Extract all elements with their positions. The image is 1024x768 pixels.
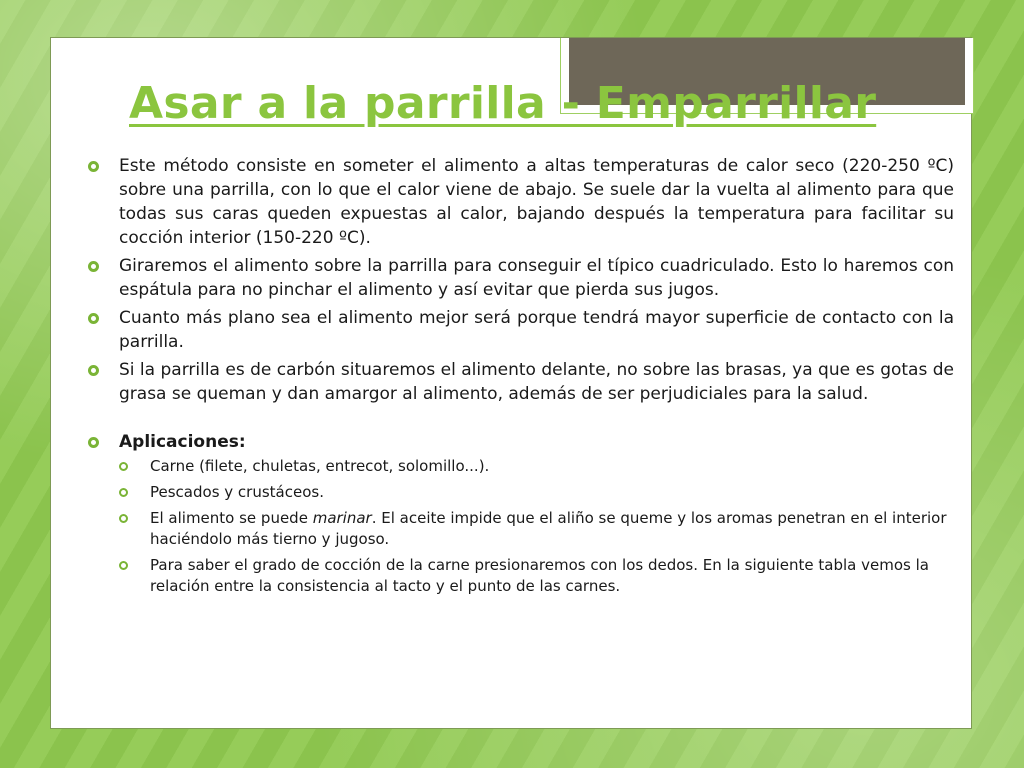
bullet-text: Este método consiste en someter el alimento a altas temperaturas de calor seco (220-250 ºC) sobre una parrilla, con lo que el calor viene de abajo. Se suele dar la vuelta al alimento para que todas sus caras queden expuestas al calor, bajando después la temperatura para facilitar su cocción interior (150-220 ºC). xyxy=(119,156,954,248)
list-item xyxy=(88,154,954,250)
ring-bullet-icon xyxy=(88,161,99,172)
applications-list xyxy=(119,456,954,597)
sub-list-item xyxy=(119,555,954,597)
ring-bullet-icon xyxy=(119,514,128,523)
bullet-text: Si la parrilla es de carbón situaremos el alimento delante, no sobre las brasas, ya que es gotas de grasa se queman y dan amargor al alimento, además de ser perjudiciales para la salud. xyxy=(119,360,954,404)
sub-list-item xyxy=(119,482,954,503)
list-item xyxy=(88,254,954,302)
applications-heading: Aplicaciones: xyxy=(119,432,246,452)
ring-bullet-icon xyxy=(119,462,128,471)
applications-section xyxy=(88,430,954,597)
ring-bullet-icon xyxy=(119,561,128,570)
slide-title: Asar a la parrilla - Emparrillar xyxy=(129,78,877,129)
ring-bullet-icon xyxy=(88,437,99,448)
sub-item-text: Pescados y crustáceos. xyxy=(150,483,324,501)
doneness-text: Para saber el grado de cocción de la carne presionaremos con los dedos. En la siguiente tabla vemos la relación entre la consistencia al tacto y el punto de las carnes. xyxy=(150,556,929,595)
sub-list-item xyxy=(119,508,954,550)
ring-bullet-icon xyxy=(88,365,99,376)
list-item xyxy=(88,306,954,354)
ring-bullet-icon xyxy=(119,488,128,497)
list-item xyxy=(88,358,954,406)
sub-list-item xyxy=(119,456,954,477)
marinade-text-before: El alimento se puede xyxy=(150,509,313,527)
sub-item-text: Carne (filete, chuletas, entrecot, solomillo...). xyxy=(150,457,490,475)
ring-bullet-icon xyxy=(88,313,99,324)
bullet-text: Giraremos el alimento sobre la parrilla para conseguir el típico cuadriculado. Esto lo haremos con espátula para no pinchar el alimento y así evitar que pierda sus jugos. xyxy=(119,256,954,300)
marinade-emphasis: marinar xyxy=(312,509,372,527)
content-list xyxy=(88,154,954,602)
ring-bullet-icon xyxy=(88,261,99,272)
bullet-text: Cuanto más plano sea el alimento mejor será porque tendrá mayor superficie de contacto con la parrilla. xyxy=(119,308,954,352)
marinade-text-after: . El aceite impide que el aliño se queme y los aromas penetran en el interior haciéndolo más tierno y jugoso. xyxy=(150,509,947,548)
